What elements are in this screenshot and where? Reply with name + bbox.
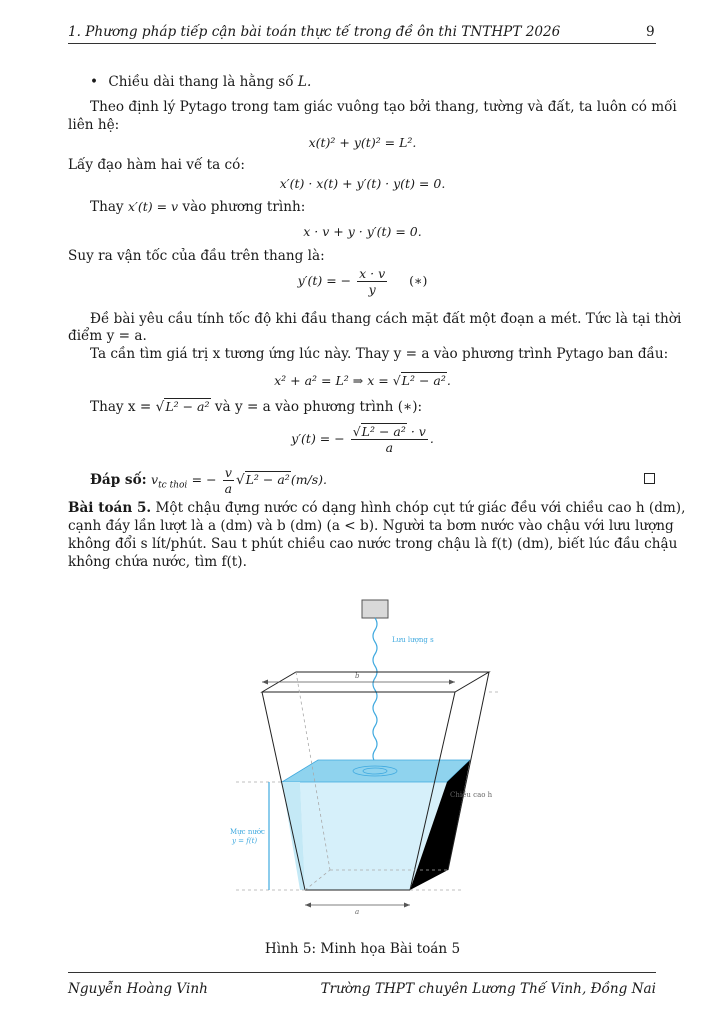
dim-top-arrow-right <box>449 680 455 685</box>
sqrt-symbol: √ <box>155 399 165 415</box>
paragraph-7 <box>90 398 422 416</box>
equation-1: x(t)² + y(t)² = L². <box>308 135 417 150</box>
answer-den: a <box>224 481 233 496</box>
sqrt-symbol: √ <box>235 472 245 488</box>
answer-root: L² − a² <box>245 472 290 487</box>
paragraph-2: Lấy đạo hàm hai vế ta có: <box>68 157 245 173</box>
paragraph-3 <box>90 198 305 216</box>
answer-fraction <box>223 465 234 496</box>
eq4-fraction <box>357 266 387 297</box>
answer-num: v <box>224 465 232 480</box>
bullet-text: Chiều dài thang là hằng số <box>108 74 294 90</box>
answer-unit: (m/s). <box>290 472 328 487</box>
paragraph-4: Suy ra vận tốc của đầu trên thang là: <box>68 248 325 264</box>
running-header: 1. Phương pháp tiếp cận bài toán thực tế trong đề ôn thi TNTHPT 2026 <box>68 24 561 40</box>
eq4-left: y′(t) = − <box>297 273 352 288</box>
answer-label: Đáp số: <box>90 472 147 488</box>
page-number: 9 <box>646 24 655 40</box>
problem-text-1: Một chậu đựng nước có dạng hình chóp cụt tứ giác đều với chiều cao h (dm), <box>155 500 686 516</box>
answer-var: v <box>151 472 159 487</box>
eq5-left: x² + a² = L² ⇒ x = <box>274 373 389 388</box>
p7-mid: và y = a vào phương trình (∗): <box>214 399 423 415</box>
eq6-fraction <box>351 424 428 455</box>
sqrt-symbol: √ <box>392 373 401 388</box>
dim-bottom-arrow-right <box>404 903 410 908</box>
problem-line-2: cạnh đáy lần lượt là a (dm) và b (dm) (a < b). Người ta bơm nước vào chậu với lưu lượng <box>68 518 674 534</box>
dim-top-arrow-left <box>262 680 268 685</box>
problem-line-4: không chứa nước, tìm f(t). <box>68 554 247 570</box>
equation-5: x² + a² = L² ⇒ x = √L² − a². <box>274 373 451 388</box>
eq6-num-tail: · v <box>410 424 426 439</box>
p7-pre: Thay x = <box>90 399 152 415</box>
p3-math: x′(t) = v <box>127 199 179 214</box>
p3-post: vào phương trình: <box>182 199 306 215</box>
bullet-mark: • <box>90 74 99 90</box>
height-label: Chiều cao h <box>450 791 493 799</box>
dim-bottom-arrow-left <box>305 903 311 908</box>
eq6-den: a <box>385 440 394 455</box>
eq4-num: x · v <box>359 266 386 281</box>
paragraph-1-line-1: Theo định lý Pytago trong tam giác vuông tạo bởi thang, tường và đất, ta luôn có mối <box>90 99 677 115</box>
eq6-num: √L² − a² · v <box>352 424 426 439</box>
header-rule <box>68 43 656 44</box>
eq4-tag: (∗) <box>409 273 428 288</box>
figure-caption: Hình 5: Minh họa Bài toán 5 <box>264 941 461 957</box>
eq4-den: y <box>368 282 376 297</box>
paragraph-5-line-1: Đề bài yêu cầu tính tốc độ khi đầu thang cách mặt đất một đoạn a mét. Tức là tại thời <box>90 311 682 327</box>
water-surface <box>282 760 470 782</box>
bullet-var: L. <box>297 74 312 90</box>
footer-author: Nguyễn Hoàng Vinh <box>68 981 208 997</box>
p3-pre: Thay <box>90 199 124 215</box>
answer-sub: tc thoi <box>158 480 188 491</box>
label-a: a <box>355 908 360 916</box>
qed-square <box>644 473 655 484</box>
equation-6: y′(t) = − $\frac{\text{√L² − a² · v}}{a}$ . <box>291 424 434 455</box>
paragraph-6: Ta cần tìm giá trị x tương ứng lúc này. Thay y = a vào phương trình Pytago ban đầu: <box>90 346 669 362</box>
paragraph-1-line-2: liên hệ: <box>68 117 120 133</box>
problem-line-3: không đổi s lít/phút. Sau t phút chiều cao nước trong chậu là f(t) (dm), biết lúc đầu chậu <box>68 536 678 552</box>
equation-3: x · v + y · y′(t) = 0. <box>303 224 422 239</box>
pump-box <box>362 600 388 618</box>
equation-4 <box>0 266 725 297</box>
footer-school: Trường THPT chuyên Lương Thế Vinh, Đồng Nai <box>320 981 656 997</box>
footer-rule <box>68 972 656 973</box>
bullet-item <box>90 74 311 91</box>
eq6-num-root: L² − a² <box>361 424 406 439</box>
equation-2: x′(t) · x(t) + y′(t) · y(t) = 0. <box>279 176 446 191</box>
paragraph-5-line-2: điểm y = a. <box>68 328 147 344</box>
eq6-left: y′(t) = − <box>291 431 345 446</box>
problem-label: Bài toán 5. <box>68 500 152 516</box>
answer-line <box>90 465 327 496</box>
p7-root: L² − a² <box>165 399 210 414</box>
problem-line-1 <box>68 500 685 517</box>
level-label-2: y = f(t) <box>232 837 258 845</box>
flow-label: Lưu lượng s <box>392 636 434 644</box>
label-b: b <box>355 672 360 680</box>
level-label-1: Mực nước <box>230 828 265 836</box>
frustum-figure <box>0 590 725 920</box>
eq5-root: L² − a² <box>401 373 446 388</box>
answer-eq: = − <box>191 472 217 487</box>
